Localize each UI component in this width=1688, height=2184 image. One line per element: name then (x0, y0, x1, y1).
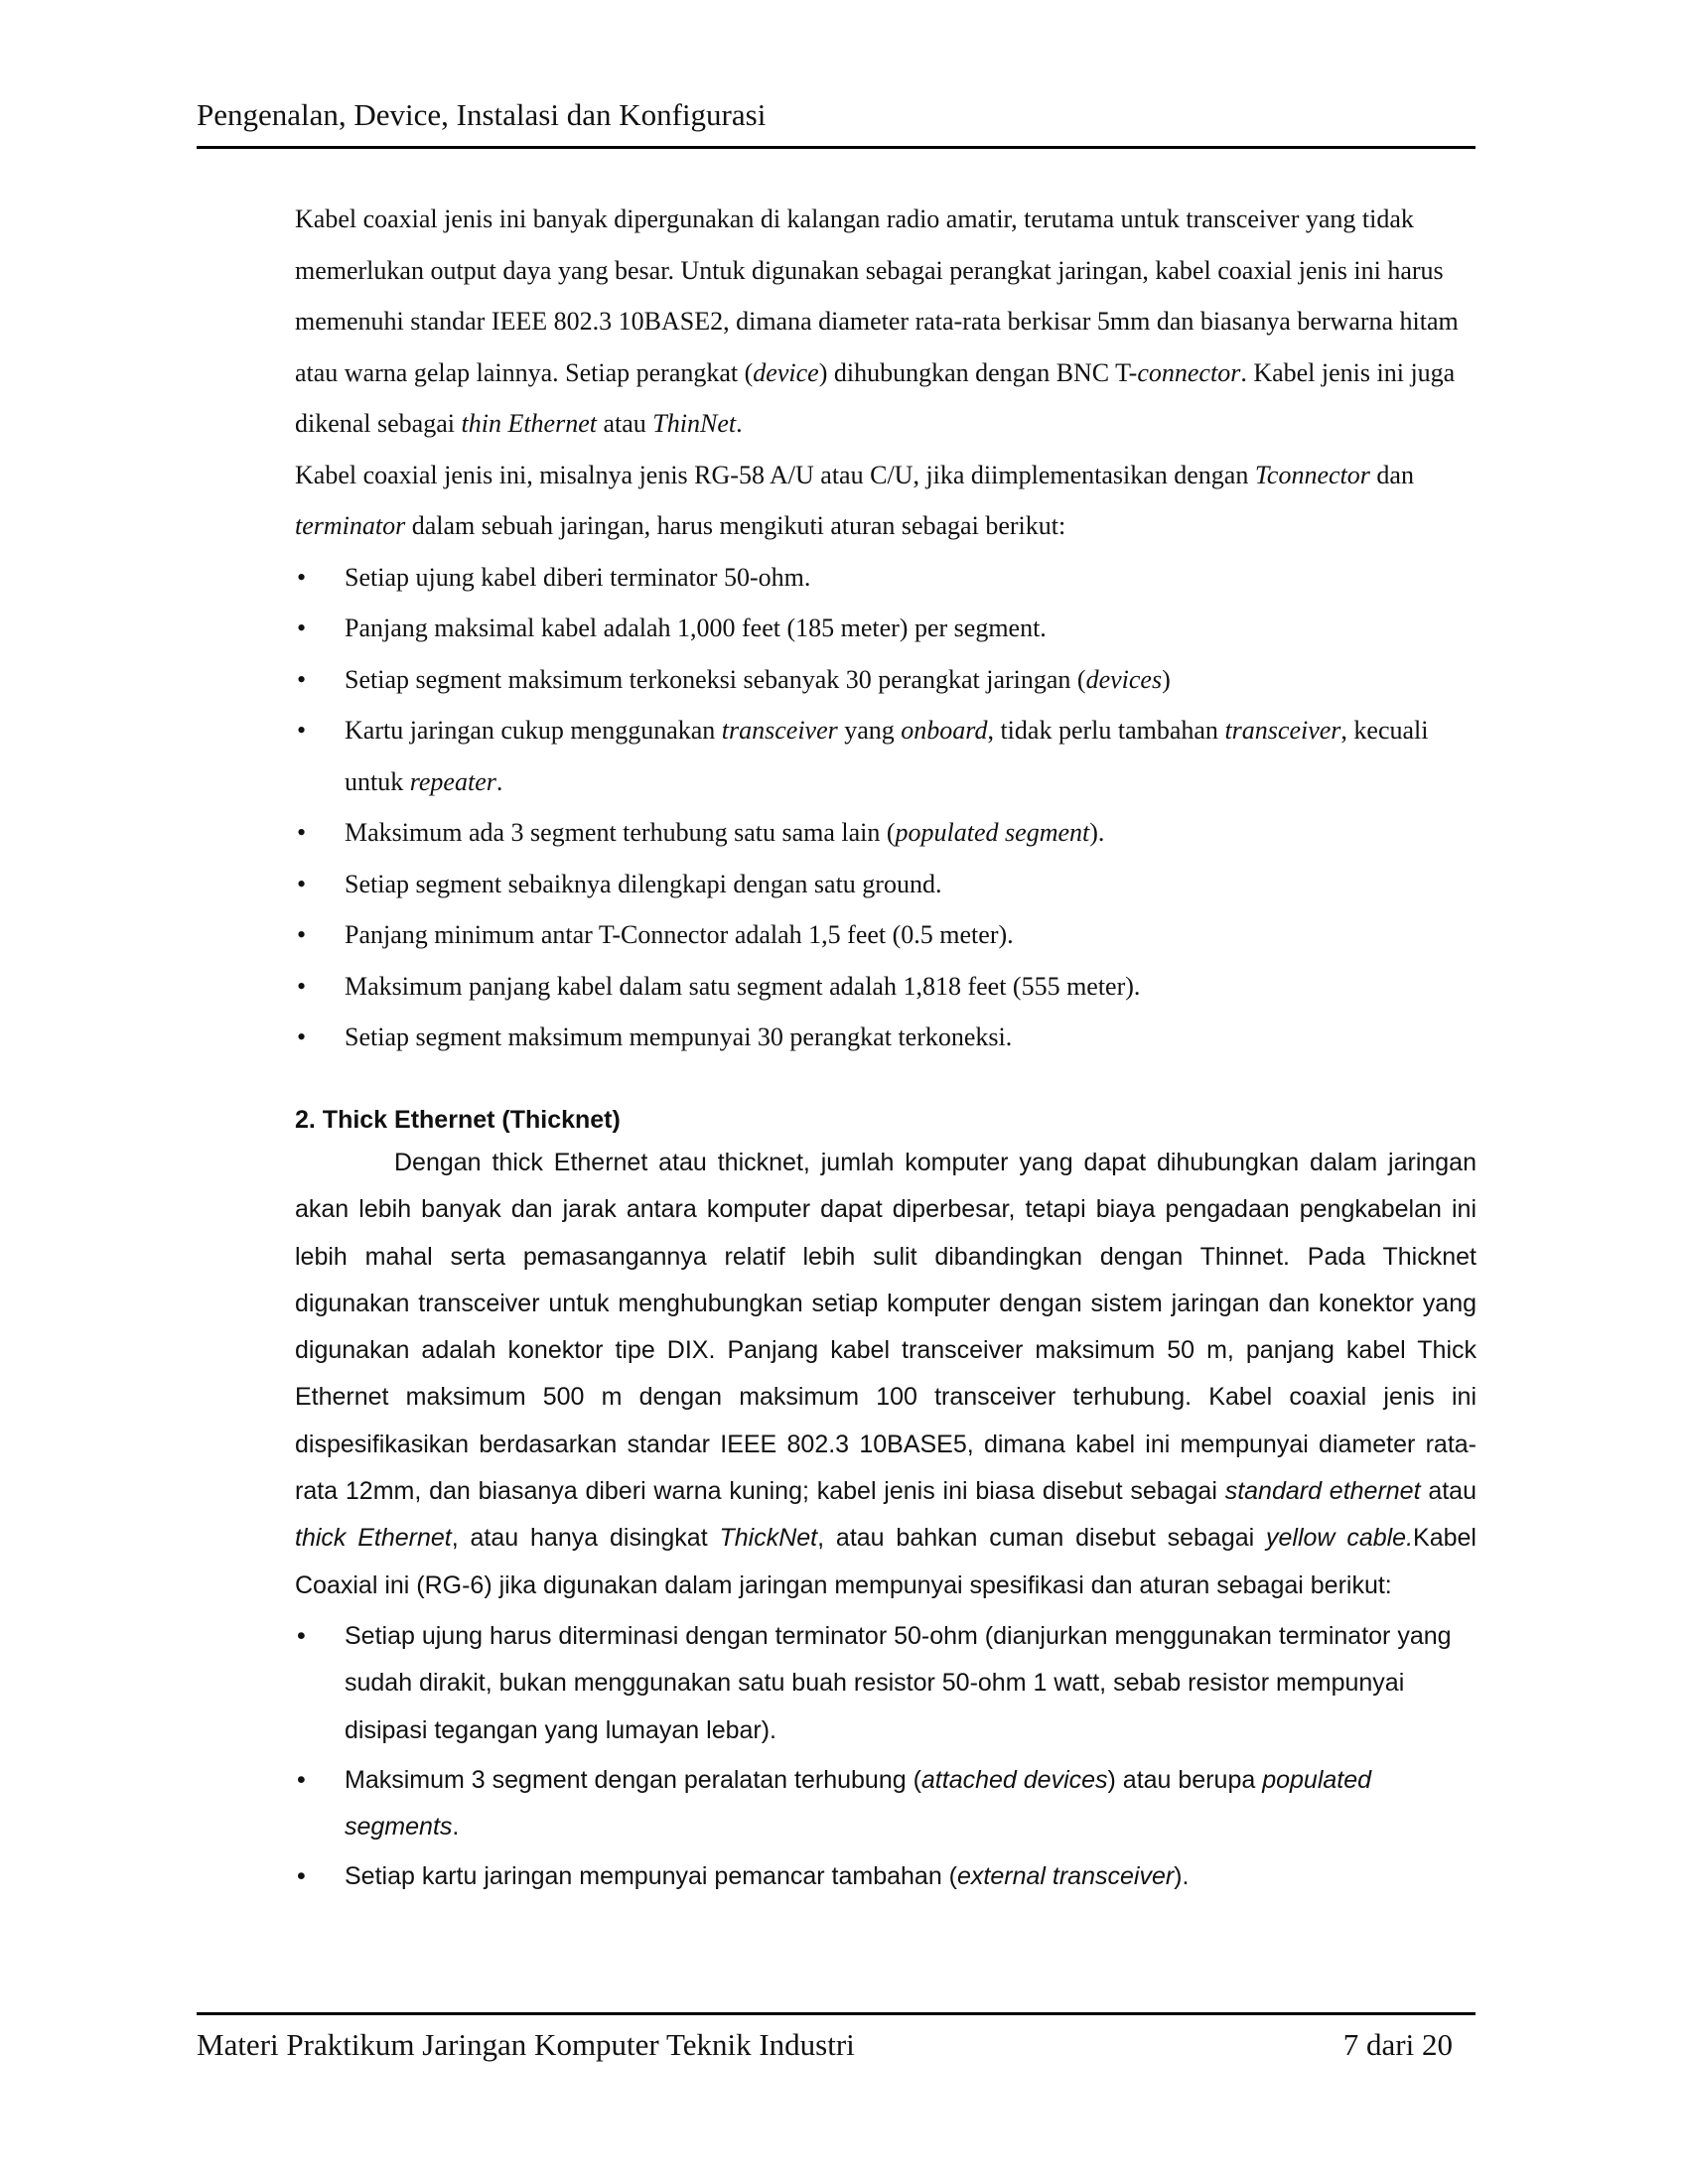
thinnet-rules-list (295, 552, 1477, 1063)
thinnet-section (295, 194, 1477, 1063)
bullet-icon: • (297, 869, 307, 898)
list-item (295, 859, 1477, 910)
thicknet-rules-list (295, 1613, 1477, 1901)
emphasis-text: external transceiver (957, 1862, 1175, 1891)
bullet-icon: • (297, 1023, 307, 1051)
emphasis-text: yellow cable. (1266, 1524, 1414, 1553)
emphasis-text: transceiver (721, 716, 838, 745)
list-item-text: Kartu jaringan cukup menggunakan transceiver yang onboard, tidak perlu tambahan transceiver, kecuali untuk repeater. (345, 716, 1429, 796)
emphasis-text: Tconnector (1254, 460, 1370, 489)
list-item-text: Maksimum panjang kabel dalam satu segment adalah 1,818 feet (555 meter). (345, 971, 1141, 1001)
emphasis-text: populated segment (895, 818, 1090, 847)
bullet-icon: • (297, 818, 307, 847)
intro-paragraph: Kabel coaxial jenis ini banyak dipergunakan di kalangan radio amatir, terutama untuk transceiver yang tidak memerlukan output daya yang besar. Untuk digunakan sebagai perangkat jaringan, kabel coaxial jenis ini harus memenuhi standar IEEE 802.3 10BASE2, dimana diameter rata-rata berkisar 5mm dan biasanya berwarna hitam atau warna gelap lainnya. Setiap perangkat (device) dihubungkan dengan BNC T-connector. Kabel jenis ini juga dikenal sebagai thin Ethernet atau ThinNet. (295, 205, 1459, 438)
list-item-text: Setiap kartu jaringan mempunyai pemancar tambahan (external transceiver). (345, 1862, 1190, 1891)
list-item (295, 961, 1477, 1013)
list-item (295, 1613, 1477, 1754)
header-rule (197, 146, 1476, 149)
emphasis-text: device (753, 357, 819, 387)
page-footer (197, 2025, 1453, 2065)
page-header (197, 95, 1476, 135)
emphasis-text: thin Ethernet (461, 409, 597, 438)
bullet-icon: • (297, 1765, 306, 1794)
bullet-icon: • (297, 920, 307, 949)
list-item (295, 1853, 1477, 1900)
list-item-text: Setiap ujung kabel diberi terminator 50-ohm. (345, 562, 811, 592)
list-item-text: Setiap ujung harus diterminasi dengan terminator 50-ohm (dianjurkan menggunakan terminator yang sudah dirakit, bukan menggunakan satu buah resistor 50-ohm 1 watt, sebab resistor mempunyai disipasi tegangan yang lumayan lebar). (345, 1621, 1452, 1744)
list-item (295, 552, 1477, 604)
list-item-text: Setiap segment maksimum terkoneksi sebanyak 30 perangkat jaringan (devices) (345, 664, 1171, 694)
list-item-text: Maksimum 3 segment dengan peralatan terhubung (attached devices) atau berupa populated segments. (345, 1765, 1372, 1842)
list-item (295, 909, 1477, 961)
bullet-icon: • (297, 1621, 306, 1650)
list-item (295, 807, 1477, 859)
footer-rule (197, 2012, 1476, 2015)
emphasis-text: standard ethernet (1224, 1477, 1421, 1506)
emphasis-text: transceiver (1224, 716, 1341, 745)
list-item-text: Panjang maksimal kabel adalah 1,000 feet (185 meter) per segment. (345, 614, 1047, 642)
footer-title: Materi Praktikum Jaringan Komputer Teknik Industri (197, 2027, 855, 2062)
list-item (295, 654, 1477, 706)
list-item-text: Maksimum ada 3 segment terhubung satu sama lain (populated segment). (345, 818, 1105, 847)
bullet-icon: • (297, 614, 307, 642)
thicknet-section (295, 1100, 1477, 1904)
emphasis-text: onboard (901, 716, 988, 745)
section-heading: 2. Thick Ethernet (Thicknet) (295, 1106, 621, 1134)
intro-paragraph-2: Kabel coaxial jenis ini, misalnya jenis RG-58 A/U atau C/U, jika diimplementasikan dengan Tconnector dan terminator dalam sebuah jaringan, harus mengikuti aturan sebagai berikut: (295, 460, 1414, 540)
bullet-icon: • (297, 971, 307, 1001)
list-item (295, 705, 1477, 807)
list-item (295, 603, 1477, 654)
thicknet-paragraph: Dengan thick Ethernet atau thicknet, jumlah komputer yang dapat dihubungkan dalam jaringan akan lebih banyak dan jarak antara komputer dapat diperbesar, tetapi biaya pengadaan pengkabelan ini lebih mahal serta pemasangannya relatif lebih sulit dibandingkan dengan Thinnet. Pada Thicknet digunakan transceiver untuk menghubungkan setiap komputer dengan sistem jaringan dan konektor yang digunakan adalah konektor tipe DIX. Panjang kabel transceiver maksimum 50 m, panjang kabel Thick Ethernet maksimum 500 m dengan maksimum 100 transceiver terhubung. Kabel coaxial jenis ini dispesifikasikan berdasarkan standar IEEE 802.3 10BASE5, dimana kabel ini mempunyai diameter rata-rata 12mm, dan biasanya diberi warna kuning; kabel jenis ini biasa disebut sebagai standard ethernet atau thick Ethernet, atau hanya disingkat ThickNet, atau bahkan cuman disebut sebagai yellow cable.Kabel Coaxial ini (RG-6) jika digunakan dalam jaringan mempunyai spesifikasi dan aturan sebagai berikut: (295, 1149, 1477, 1599)
header-title: Pengenalan, Device, Instalasi dan Konfigurasi (197, 97, 767, 132)
emphasis-text: populated segments (345, 1765, 1372, 1842)
bullet-icon: • (297, 562, 307, 592)
emphasis-text: ThickNet (719, 1524, 818, 1553)
emphasis-text: ThinNet (652, 409, 737, 438)
list-item (295, 1012, 1477, 1063)
emphasis-text: repeater (409, 766, 496, 796)
emphasis-text: attached devices (920, 1765, 1108, 1794)
bullet-icon: • (297, 1862, 306, 1891)
emphasis-text: connector (1137, 357, 1241, 387)
list-item-text: Setiap segment sebaiknya dilengkapi dengan satu ground. (345, 869, 942, 898)
list-item-text: Setiap segment maksimum mempunyai 30 perangkat terkoneksi. (345, 1023, 1013, 1051)
bullet-icon: • (297, 716, 307, 745)
emphasis-text: terminator (295, 511, 406, 540)
emphasis-text: devices (1085, 664, 1163, 694)
list-item-text: Panjang minimum antar T-Connector adalah 1,5 feet (0.5 meter). (345, 920, 1014, 949)
list-item (295, 1757, 1477, 1851)
emphasis-text: thick Ethernet (295, 1524, 452, 1553)
bullet-icon: • (297, 664, 307, 694)
page-number: 7 dari 20 (1342, 2027, 1453, 2062)
